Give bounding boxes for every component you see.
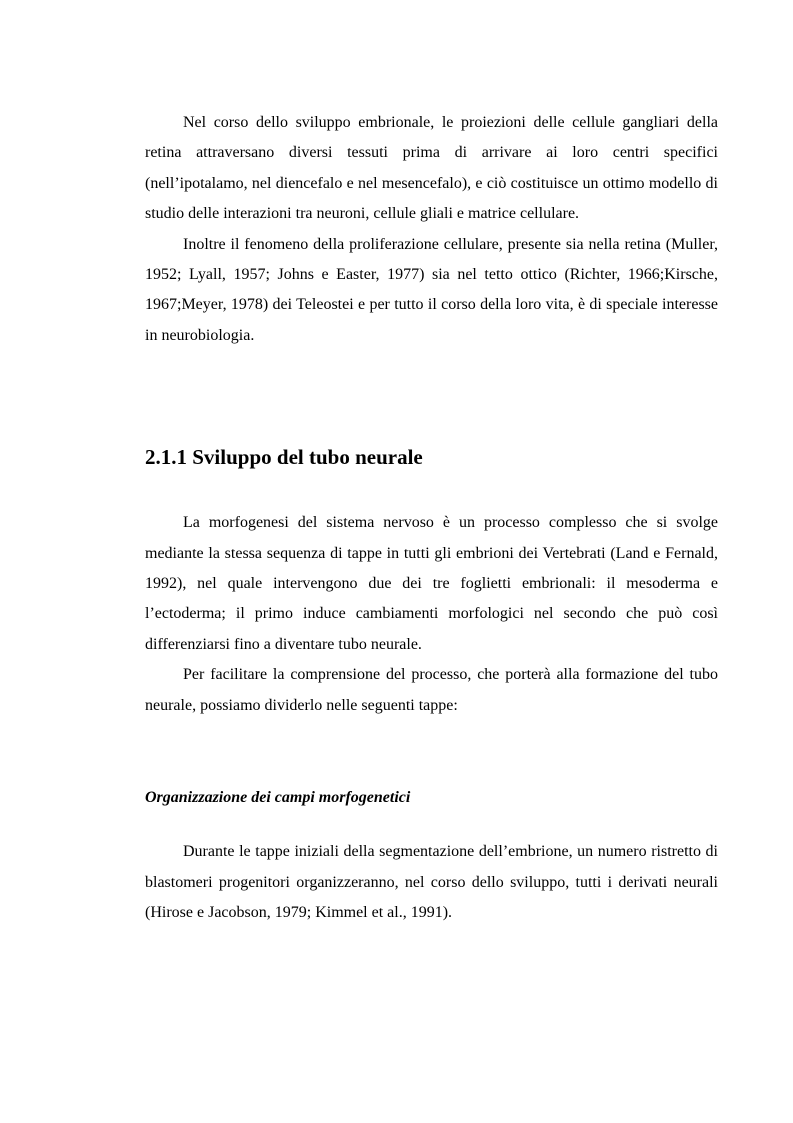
document-page [145,108,718,928]
subsection-heading: Organizzazione dei campi morfogenetici [145,789,411,807]
paragraph-stages: Per facilitare la comprensione del processo, che porterà alla formazione del tubo neurale, possiamo dividerlo nelle seguenti tappe: [145,666,718,714]
paragraph-morphogenesis: La morfogenesi del sistema nervoso è un processo complesso che si svolge mediante la stessa sequenza di tappe in tutti gli embrioni dei Vertebrati (Land e Fernald, 1992), nel quale intervengono due dei tre foglietti embrionali: il mesoderma e l’ectoderma; il primo induce cambiamenti morfologici nel secondo che può così differenziarsi fino a diventare tubo neurale. [145,514,718,653]
paragraph-proliferation: Inoltre il fenomeno della proliferazione cellulare, presente sia nella retina (Muller, 1952; Lyall, 1957; Johns e Easter, 1977) sia nel tetto ottico (Richter, 1966;Kirsche, 1967;Meyer, 1978) dei Teleostei e per tutto il corso della loro vita, è di speciale interesse in neurobiologia. [145,235,718,344]
section-heading: 2.1.1 Sviluppo del tubo neurale [145,445,423,470]
paragraph-development: Nel corso dello sviluppo embrionale, le proiezioni delle cellule gangliari della retina attraversano diversi tessuti prima di arrivare ai loro centri specifici (nell’ipotalamo, nel diencefalo e nel mesencefalo), e ciò costituisce un ottimo modello di studio delle interazioni tra neuroni, cellule gliali e matrice cellulare. [145,114,718,223]
paragraph-segmentation: Durante le tappe iniziali della segmentazione dell’embrione, un numero ristretto di blastomeri progenitori organizzeranno, nel corso dello sviluppo, tutti i derivati neurali (Hirose e Jacobson, 1979; Kimmel et al., 1991). [145,843,718,921]
